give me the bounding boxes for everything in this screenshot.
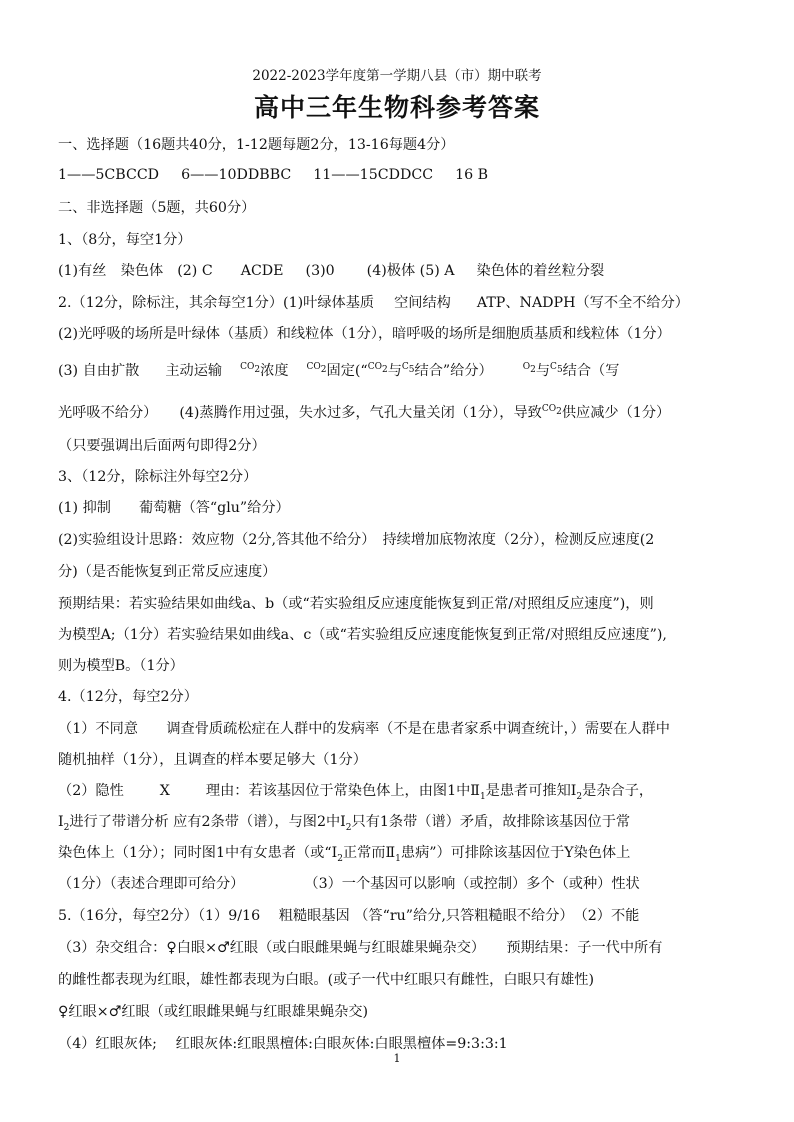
q4-reason-b: 是患者可推知Ⅰ [485,783,577,799]
q1-part1: (1)有丝 染色体 [58,263,164,279]
q2-ans-o2-combine: 结合（写 [562,363,620,379]
q2-ans-diffusion: (3) 自由扩散 [58,363,140,379]
q3-ans-inhibit: (1) 抑制 [58,500,111,516]
q4-heading: 4.（12分，每空2分） [58,689,198,705]
o2-formula: O2 [522,362,536,376]
roman-one: Ⅰ [58,814,64,830]
q5-line4: ♀红眼×♂红眼（或红眼雌果蝇与红眼雄果蝇杂交) [58,1004,369,1020]
choice-ans-16: 16 B [455,167,489,183]
q4-line5 [58,844,766,862]
q4-line2: 随机抽样（1分），且调查的样本要足够大（1分） [58,752,367,768]
q2-ans-structure: 空间结构 [394,295,451,311]
q2-ans-fixation: 固定(“ [326,363,368,379]
c5-formula: C5 [401,362,415,376]
q4-line6 [58,875,766,893]
q5-line3: 的雌性都表现为红眼，雄性都表现为白眼。(或子一代中红眼只有雌性，白眼只有雄性) [58,972,595,988]
q3-line1 [58,499,766,517]
q1-part2: (2) C [177,263,213,279]
section2-heading: 二、非选择题（5题，共60分） [58,200,256,216]
q3-line3: 分)（是否能恢复到正常反应速度） [58,564,277,580]
subscript: 1 [479,791,486,800]
co2-formula: CO2 [240,362,261,376]
page-number: 1 [393,1052,401,1065]
co2-formula: CO2 [367,362,388,376]
q2-note-photorespiration: 光呼吸不给分） [58,405,158,421]
q4-reason: 理由：若该基因位于常染色体上，由图1中Ⅱ [205,783,480,799]
q4-line1: （1）不同意 调查骨质疏松症在人群中的发病率（不是在患者家系中调查统计，）需要在人群中 [58,721,670,737]
subscript: 2 [63,822,70,831]
q3-line6: 则为模型B。（1分） [58,658,184,674]
co2-formula: CO2 [306,362,327,376]
q2-line5: （只要强调出后面两句即得2分） [58,438,266,454]
subscript: 2 [337,853,343,862]
q4-line4 [58,813,766,831]
q3-heading: 3、（12分，除标注外每空2分） [58,469,258,485]
choice-ans-11-15: 11——15CDDCC [313,167,434,183]
q4-ans-pleiotropy: （3）一个基因可以影响（或控制）多个（或种）性状 [304,876,640,892]
choice-ans-6-10: 6——10DDBBC [181,167,292,183]
q4-band-text: 进行了带谱分析 应有2条带（谱），与图2中Ⅰ [69,814,346,830]
q2-ans-atp: ATP、NADPH（写不全不给分） [476,295,689,311]
q4-exclude-text-c: 患病”）可排除该基因位于Y染色体上 [400,845,631,861]
exam-header: 2022-2023学年度第一学期八县（市）期中联考 [252,68,542,84]
q4-exclude-text-b: 正常而Ⅱ [342,845,396,861]
q4-band-text-b: 只有1条带（谱）矛盾，故排除该基因位于常 [351,814,631,830]
q2-line1 [58,294,766,312]
co2-formula: CO2 [541,404,562,418]
q2-line4 [58,404,766,422]
q4-ans-recessive: （2）隐性 [58,783,124,799]
q5-line1: 5.（16分，每空2分）（1）9/16 粗糙眼基因 （答“ru”给分,只答粗糙眼不给分） （2）不能 [58,908,640,924]
choice-answers [58,166,766,184]
q2-heading: 2.（12分，除标注，其余每空1分）(1)叶绿体基质 [58,295,375,311]
page-title: 高中三年生物科参考答案 [253,93,540,122]
q4-ans-x: X [159,783,170,799]
q3-ans-glucose: 葡萄糖（答“glu”给分） [138,500,290,516]
q4-note: （1分）（表述合理即可给分） [58,876,245,892]
subscript: 1 [395,853,401,862]
q2-ans-combine-note: 结合”给分） [414,363,493,379]
with-text: 与 [387,363,402,379]
c5-formula: C5 [550,362,563,376]
section1-heading: 一、选择题（16题共40分，1-12题每题2分，13-16每题4分） [58,137,455,153]
q1-part4-5: (4)极体 (5) A [366,263,455,279]
q5-line2: （3）杂交组合：♀白眼×♂红眼（或白眼雌果蝇与红眼雄果蝇杂交） 预期结果：子一代中所有 [58,940,663,956]
q4-reason-c: 是杂合子， [582,783,654,799]
q4-exclude-text: 染色体上（1分）；同时图1中有女患者（或“Ⅰ [58,845,338,861]
q3-line5: 为模型A;（1分）若实验结果如曲线a、c（或“若实验组反应速度能恢复到正常/对照组反应速度”), [58,627,667,643]
subscript: 2 [345,822,352,831]
subscript: 2 [576,791,583,800]
q2-ans-concentration: 浓度 [260,363,289,379]
q2-ans-transpiration: (4)蒸腾作用过强，失水过多，气孔大量关闭（1分），导致 [179,405,542,421]
q1-part3: (3)0 [305,263,335,279]
q4-line3 [58,782,766,800]
choice-ans-1-5: 1——5CBCCD [58,167,160,183]
q3-line2: (2)实验组设计思路：效应物（2分,答其他不给分） 持续增加底物浓度（2分），检测反应速度(2 [58,532,655,548]
q1-part5b: 染色体的着丝粒分裂 [476,263,605,279]
q3-line4: 预期结果：若实验结果如曲线a、b（或“若实验组反应速度能恢复到正常/对照组反应速度”)，则 [58,596,654,612]
q1-answers [58,262,766,280]
q2-ans-active: 主动运输 [165,363,223,379]
q1-heading: 1、（8分，每空1分） [58,232,192,248]
q2-line2: (2)光呼吸的场所是叶绿体（基质）和线粒体（1分），暗呼吸的场所是细胞质基质和线粒体（1分） [58,326,671,342]
q2-ans-supply: 供应减少（1分） [561,405,671,421]
q1-part2b: ACDE [240,263,284,279]
q5-line5: （4）红眼灰体; 红眼灰体:红眼黑檀体:白眼灰体:白眼黑檀体=9:3:3:1 [58,1036,508,1052]
q2-line3 [58,362,766,380]
with-text: 与 [535,363,551,379]
